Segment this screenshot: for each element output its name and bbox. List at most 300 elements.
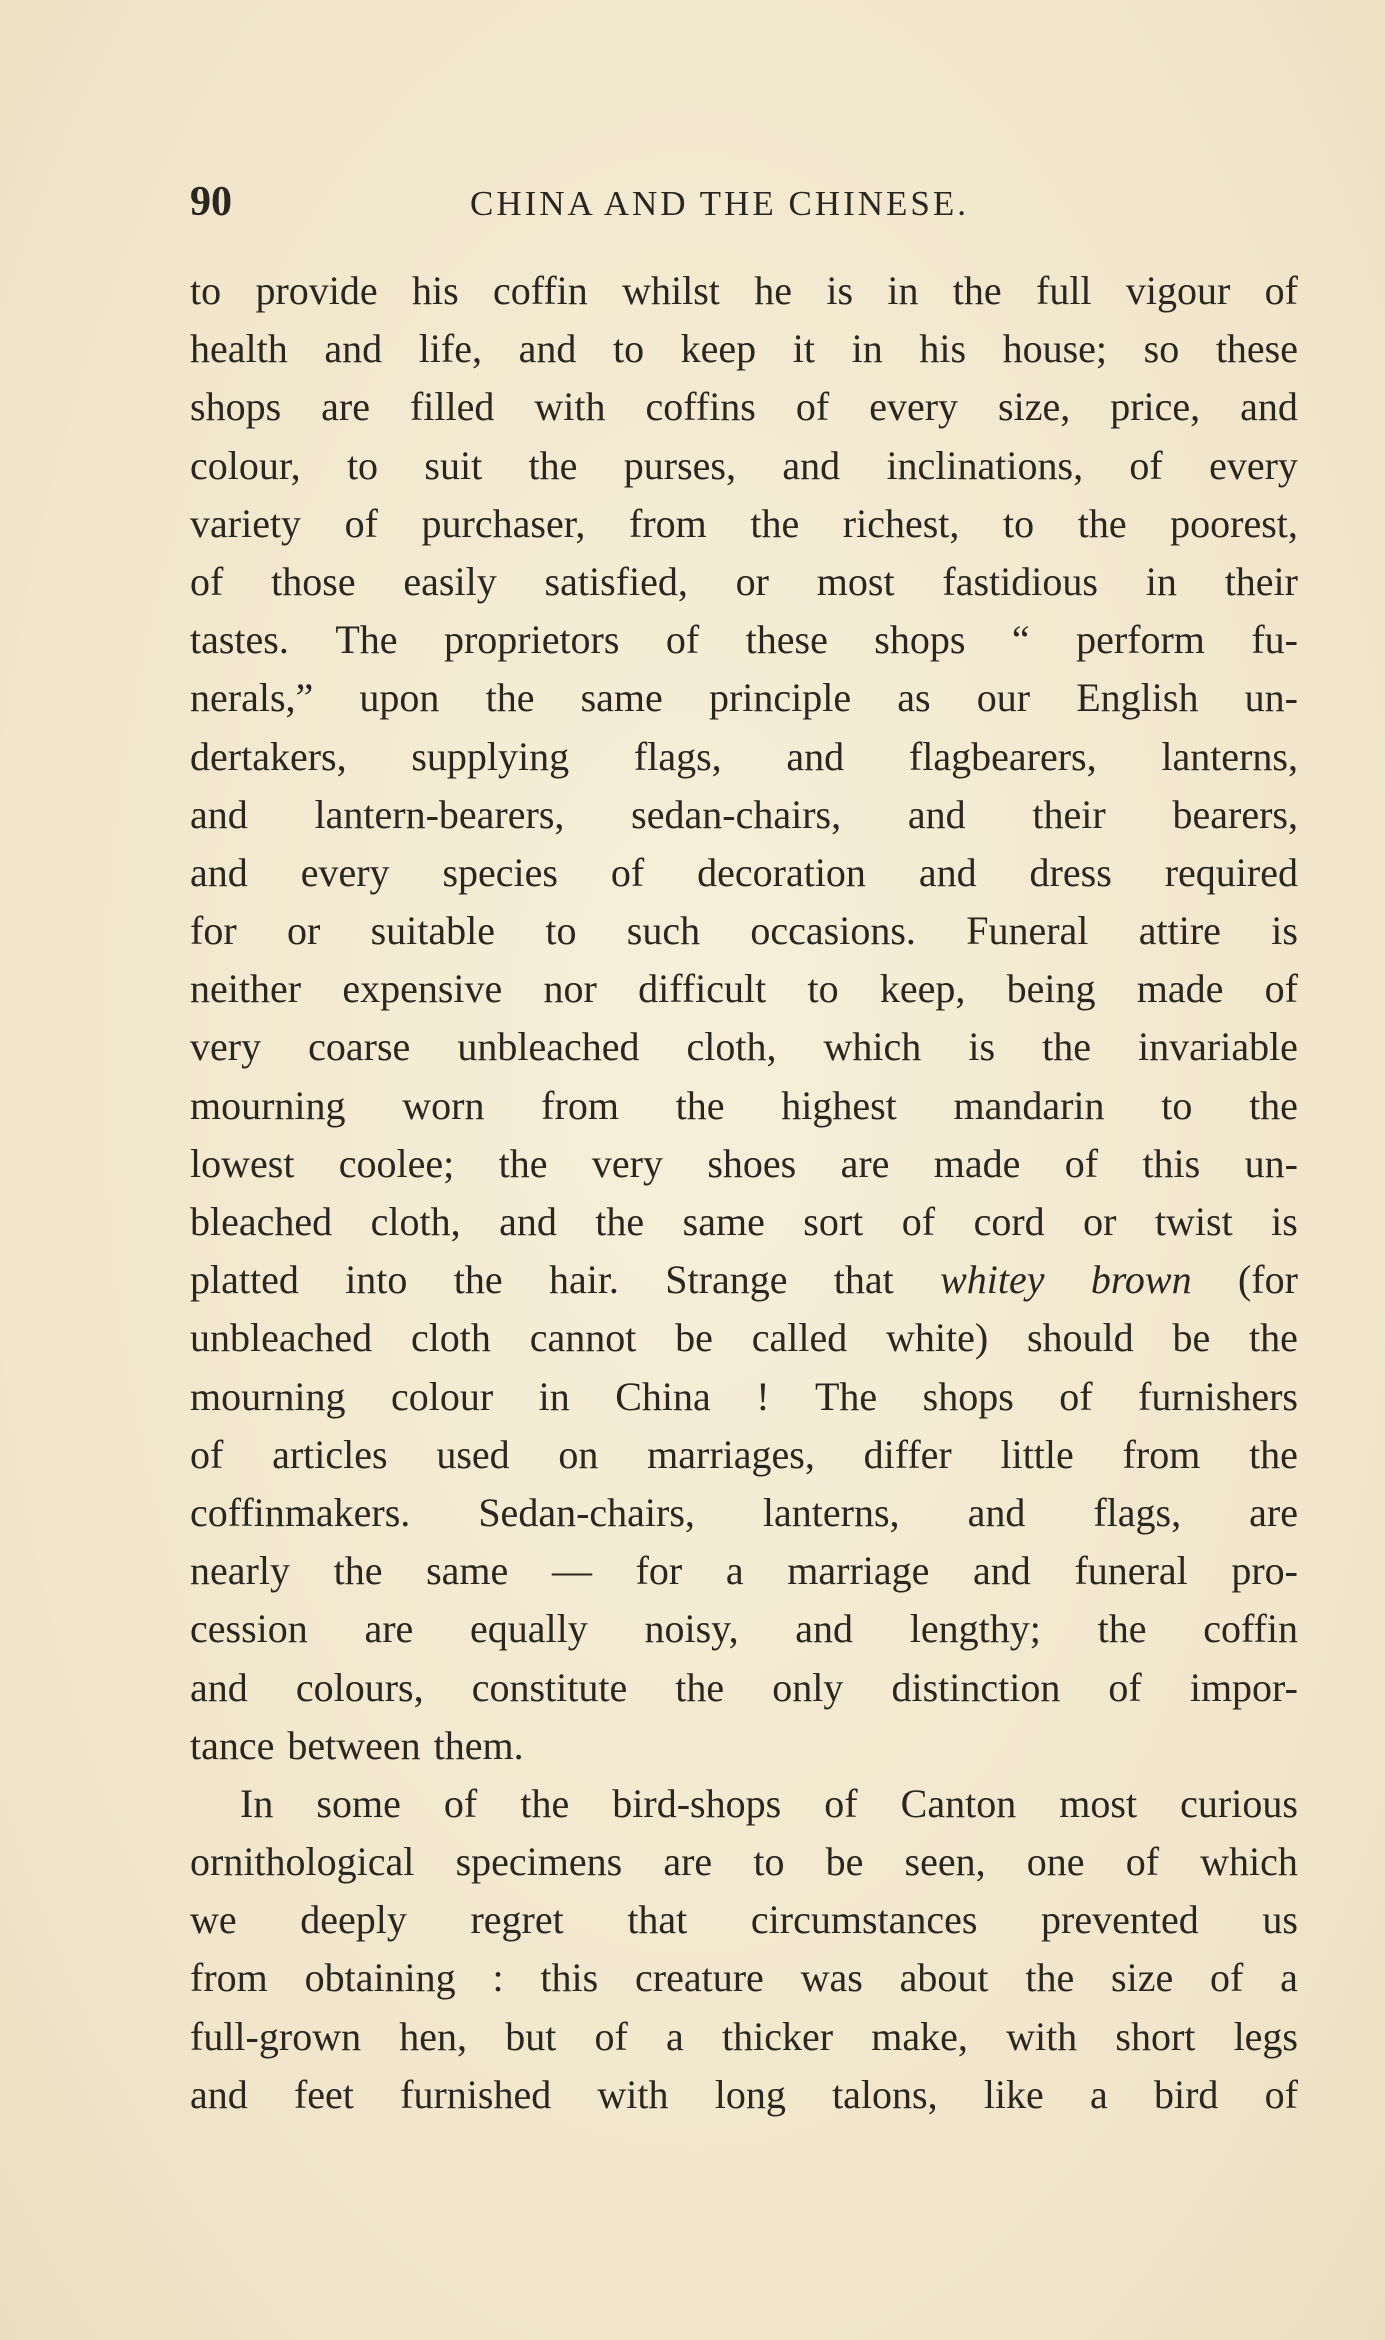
word: colour, (190, 442, 301, 488)
word: marriages, (647, 1431, 815, 1477)
word: principle (708, 675, 852, 721)
word: hen, (399, 2013, 468, 2059)
word: circumstances (750, 1897, 978, 1943)
word: and (190, 2071, 248, 2117)
word: whilst (622, 268, 720, 313)
word: purchaser, (421, 500, 586, 546)
word: differ (863, 1431, 952, 1477)
word: Strange (665, 1257, 788, 1303)
word: and (907, 791, 966, 837)
word: the (675, 1664, 725, 1710)
word: same (682, 1199, 765, 1244)
text-line (190, 902, 1298, 960)
text-line (190, 2066, 1298, 2124)
word: those (271, 558, 356, 604)
word: English (1076, 675, 1199, 721)
word: and (1240, 384, 1298, 430)
text-line (190, 786, 1298, 844)
word: size, (998, 384, 1071, 430)
word: inclinations, (886, 442, 1084, 488)
word: the (485, 675, 535, 721)
word: their (1032, 791, 1106, 837)
text-line (190, 1600, 1298, 1658)
word: such (626, 908, 701, 954)
word: we (190, 1897, 237, 1943)
word: for (190, 908, 237, 954)
text-line (190, 1542, 1298, 1600)
word: a (725, 1548, 744, 1594)
word: of (1264, 268, 1298, 313)
word: one (1026, 1839, 1085, 1885)
word: full (1036, 268, 1092, 313)
word: species (442, 849, 558, 895)
word: every (869, 384, 959, 430)
word: and (973, 1548, 1031, 1594)
word: suitable (370, 908, 496, 954)
word: the (1042, 1024, 1091, 1070)
word: and (786, 733, 845, 779)
word: obtaining (304, 1955, 456, 2001)
word: long (714, 2071, 786, 2117)
word: nearly (190, 1548, 290, 1594)
word: same (580, 675, 663, 721)
text-line (190, 669, 1298, 727)
word: satisfied, (544, 558, 688, 604)
word: mourning (190, 1082, 346, 1128)
word: the (595, 1199, 645, 1244)
word: shops (190, 384, 282, 430)
word: distinction (891, 1664, 1061, 1710)
word: made (1136, 966, 1224, 1012)
word: mourning (190, 1373, 346, 1419)
word: supplying (411, 733, 570, 779)
word: this (1142, 1140, 1201, 1186)
word: every (1209, 442, 1298, 488)
word: very (591, 1140, 663, 1186)
word: this (540, 1955, 599, 2001)
word: the (952, 268, 1002, 313)
word: the (333, 1548, 383, 1594)
word: to (346, 442, 379, 488)
text-line (190, 1309, 1298, 1367)
word: the (1249, 1315, 1298, 1361)
text-line (190, 1018, 1298, 1076)
word: being (1006, 966, 1096, 1012)
word: be (675, 1315, 713, 1361)
word: of (443, 1780, 478, 1826)
word: lanterns, (762, 1489, 900, 1535)
word: of (1264, 966, 1298, 1012)
word: from (629, 500, 707, 546)
word: and (782, 442, 841, 488)
word: easily (403, 558, 497, 604)
word: of (1059, 1373, 1093, 1419)
word: and (190, 791, 248, 837)
word: “ (1011, 617, 1030, 663)
word: the (675, 1082, 725, 1128)
word: nor (543, 966, 597, 1012)
word: of (1129, 442, 1163, 488)
word: seen, (904, 1839, 986, 1885)
word: are (364, 1606, 414, 1652)
word: from (1122, 1431, 1201, 1477)
text-line (190, 844, 1298, 902)
word: upon (359, 675, 440, 721)
word: fastidious (942, 558, 1098, 604)
word: provide (255, 268, 378, 313)
word: constitute (471, 1664, 628, 1710)
word: from (541, 1082, 619, 1128)
text-line (190, 1426, 1298, 1484)
text-line (190, 1368, 1298, 1426)
word: difficult (638, 966, 767, 1012)
word: most (1059, 1780, 1138, 1826)
word: about (899, 1955, 989, 2001)
word: he (754, 268, 792, 313)
text-line (190, 1891, 1298, 1949)
word: furnished (400, 2071, 552, 2117)
word: variety (190, 500, 302, 546)
word: with (534, 384, 606, 430)
word: from (190, 1955, 268, 2001)
word: filled (409, 384, 495, 430)
word: lantern-bearers, (314, 791, 565, 837)
text-line (190, 1251, 1298, 1309)
word: size (1111, 1955, 1174, 2001)
word: nerals,” (190, 675, 314, 721)
word: un- (1244, 675, 1298, 721)
word: fu- (1251, 617, 1298, 663)
word: dertakers, (190, 733, 347, 779)
text-line (190, 262, 1298, 320)
page-number: 90 (190, 179, 232, 225)
word: coffin (492, 268, 588, 313)
word: unbleached (457, 1024, 640, 1070)
word: in (887, 268, 919, 313)
word: called (751, 1315, 848, 1361)
text-line (190, 320, 1298, 378)
word: the (1249, 1082, 1298, 1128)
word: equally (470, 1606, 588, 1652)
word: twist (1154, 1199, 1233, 1244)
word: un- (1244, 1140, 1298, 1186)
text-line (190, 1949, 1298, 2007)
word: only (772, 1664, 844, 1710)
word: coffin (1203, 1606, 1298, 1652)
word: flags, (1093, 1489, 1182, 1535)
word: so (1143, 326, 1180, 372)
word: a (1280, 1955, 1298, 2001)
word: and (190, 1664, 248, 1710)
word: to (1003, 500, 1035, 546)
word: are (1249, 1489, 1298, 1535)
word: required (1164, 849, 1298, 895)
word: ! (756, 1373, 770, 1419)
word: price, (1110, 384, 1201, 430)
word: for (635, 1548, 683, 1594)
word: dress (1029, 849, 1112, 895)
word: or (1083, 1199, 1117, 1244)
text-line (190, 1077, 1298, 1135)
word: same (426, 1548, 509, 1594)
word: to (545, 908, 577, 954)
word: deeply (300, 1897, 407, 1943)
word: and (190, 849, 248, 895)
word: cloth, (686, 1024, 777, 1070)
word: to (612, 326, 645, 372)
word: articles (272, 1431, 388, 1477)
word: of (795, 384, 830, 430)
text-line (190, 1833, 1298, 1891)
word: cloth (410, 1315, 491, 1361)
word: ornithological (190, 1839, 415, 1885)
word: their (1224, 558, 1298, 604)
word: impor- (1189, 1664, 1298, 1710)
word: between (287, 1722, 421, 1768)
word: platted (190, 1257, 299, 1303)
word: are (663, 1839, 713, 1885)
text-line (190, 1659, 1298, 1717)
word: the (1077, 500, 1127, 546)
word: mandarin (953, 1082, 1105, 1128)
word: to (807, 966, 839, 1012)
word: in (1145, 558, 1177, 604)
word: like (983, 2071, 1044, 2117)
word: bearers, (1172, 791, 1298, 837)
word: cord (973, 1199, 1045, 1244)
word: life, (418, 326, 482, 372)
word: as (897, 675, 931, 721)
word: that (627, 1897, 688, 1943)
word: of (1125, 1839, 1160, 1885)
text-line (190, 611, 1298, 669)
word: the (1025, 1955, 1075, 2001)
word: neither (190, 966, 302, 1012)
running-head: CHINA AND THE CHINESE. (470, 184, 969, 223)
page-header (190, 172, 1300, 232)
word: his (411, 268, 459, 313)
word: proprietors (443, 617, 620, 663)
word: very (190, 1024, 262, 1070)
word: little (1000, 1431, 1074, 1477)
word: coffins (645, 384, 756, 430)
word: that (833, 1257, 894, 1303)
word: of (594, 2013, 628, 2059)
word: with (1006, 2013, 1078, 2059)
word: Sedan-chairs, (478, 1489, 695, 1535)
word: regret (470, 1897, 564, 1943)
word: these (1215, 326, 1298, 372)
word: some (316, 1780, 401, 1826)
word: of (344, 500, 378, 546)
word: decoration (697, 849, 866, 895)
word: flags, (633, 733, 722, 779)
word: his (919, 326, 967, 372)
word: be (825, 1839, 864, 1885)
text-line (190, 2008, 1298, 2066)
word: keep, (879, 966, 966, 1012)
word: furnishers (1138, 1373, 1298, 1419)
word: short (1115, 2013, 1196, 2059)
word: be (1172, 1315, 1211, 1361)
word: bleached (190, 1199, 333, 1244)
word: is (1271, 908, 1298, 954)
word: : (492, 1955, 504, 2001)
word: in (538, 1373, 570, 1419)
word: keep (680, 326, 757, 372)
text-line (190, 1193, 1298, 1251)
word: are (840, 1140, 890, 1186)
word: coolee; (338, 1140, 455, 1186)
word: which (1200, 1839, 1298, 1885)
word: worn (402, 1082, 485, 1128)
word: hair. (548, 1257, 619, 1303)
word: — (551, 1548, 592, 1594)
word: In (240, 1780, 274, 1826)
word: health (190, 326, 288, 372)
word: occasions. (750, 908, 916, 954)
word: our (976, 675, 1031, 721)
word: vigour (1125, 268, 1231, 313)
word: sort (803, 1199, 864, 1244)
word: house; (1002, 326, 1108, 372)
word: into (345, 1257, 408, 1303)
word: attire (1138, 908, 1221, 954)
word: richest, (842, 500, 960, 546)
word: shops (874, 617, 966, 663)
word: of (824, 1780, 858, 1826)
word: should (1026, 1315, 1134, 1361)
word: of (610, 849, 645, 895)
word: or (286, 908, 321, 954)
word: made (933, 1140, 1021, 1186)
word: legs (1233, 2013, 1298, 2059)
word: them. (433, 1722, 524, 1768)
word: and (499, 1199, 557, 1244)
word: the (520, 1780, 570, 1826)
word: China (615, 1373, 711, 1419)
word: to (1161, 1082, 1193, 1128)
word: of (1108, 1664, 1142, 1710)
word: is (1271, 1199, 1298, 1244)
word: these (745, 617, 828, 663)
word: colours, (295, 1664, 424, 1710)
word: with (597, 2071, 669, 2117)
word: shops (922, 1373, 1014, 1419)
word: lengthy; (909, 1606, 1041, 1652)
word: but (505, 2013, 557, 2059)
word: and (918, 849, 977, 895)
word: and (967, 1489, 1026, 1535)
word: is (968, 1024, 996, 1070)
word: or (735, 558, 769, 604)
word: of (1210, 1955, 1244, 2001)
word: of (190, 1431, 224, 1477)
text-line (190, 1135, 1298, 1193)
word: sedan-chairs, (631, 791, 842, 837)
word: Canton (900, 1780, 1017, 1826)
word: lowest (190, 1140, 295, 1186)
word: feet (293, 2071, 354, 2117)
word: The (815, 1373, 878, 1419)
word: to (190, 268, 222, 313)
word: are (321, 384, 370, 430)
body-text (190, 262, 1298, 2124)
word: and (518, 326, 577, 372)
text-line (190, 960, 1298, 1018)
word: to (753, 1839, 785, 1885)
word: the (750, 500, 800, 546)
text-line (190, 728, 1298, 786)
word: invariable (1138, 1024, 1298, 1070)
word: creature (635, 1955, 764, 2001)
word: which (823, 1024, 922, 1070)
word: talons, (832, 2071, 938, 2117)
word: brown (1090, 1257, 1192, 1303)
word: full-grown (190, 2013, 362, 2059)
text-line (190, 553, 1298, 611)
word: us (1262, 1897, 1298, 1943)
word: make, (871, 2013, 968, 2059)
word: on (558, 1431, 599, 1477)
text-line (190, 1717, 1298, 1775)
text-line (190, 1484, 1298, 1542)
word: the (1097, 1606, 1147, 1652)
word: prevented (1041, 1897, 1199, 1943)
word: cannot (529, 1315, 637, 1361)
word: of (1064, 1140, 1099, 1186)
word: Funeral (966, 908, 1089, 954)
word: specimens (455, 1839, 623, 1885)
word: purses, (623, 442, 736, 488)
word: noisy, (644, 1606, 739, 1652)
word: of (1264, 2071, 1298, 2117)
word: used (436, 1431, 510, 1477)
word: of (665, 617, 700, 663)
word: whitey (940, 1257, 1045, 1303)
word: flagbearers, (908, 733, 1097, 779)
word: bird-shops (612, 1780, 782, 1826)
word: in (851, 326, 883, 372)
word: highest (781, 1082, 897, 1128)
word: tance (190, 1722, 275, 1768)
word: of (901, 1199, 936, 1244)
word: of (190, 558, 224, 604)
word: expensive (342, 966, 503, 1012)
word: curious (1180, 1780, 1298, 1826)
word: poorest, (1170, 500, 1298, 546)
word: pro- (1231, 1548, 1298, 1594)
word: perform (1076, 617, 1205, 663)
word: lanterns, (1161, 733, 1298, 779)
word: funeral (1074, 1548, 1188, 1594)
word: The (335, 617, 398, 663)
word: cession (190, 1606, 308, 1652)
word: the (528, 442, 578, 488)
word: shoes (707, 1140, 797, 1186)
word: a (1090, 2071, 1108, 2117)
word: the (498, 1140, 548, 1186)
word: cloth, (370, 1199, 461, 1244)
word: bird (1153, 2071, 1219, 2117)
word: is (826, 268, 854, 313)
word: it (792, 326, 816, 372)
word: a (666, 2013, 684, 2059)
word: marriage (787, 1548, 930, 1594)
word: the (1249, 1431, 1298, 1477)
text-line (190, 1775, 1298, 1833)
word: every (300, 849, 390, 895)
